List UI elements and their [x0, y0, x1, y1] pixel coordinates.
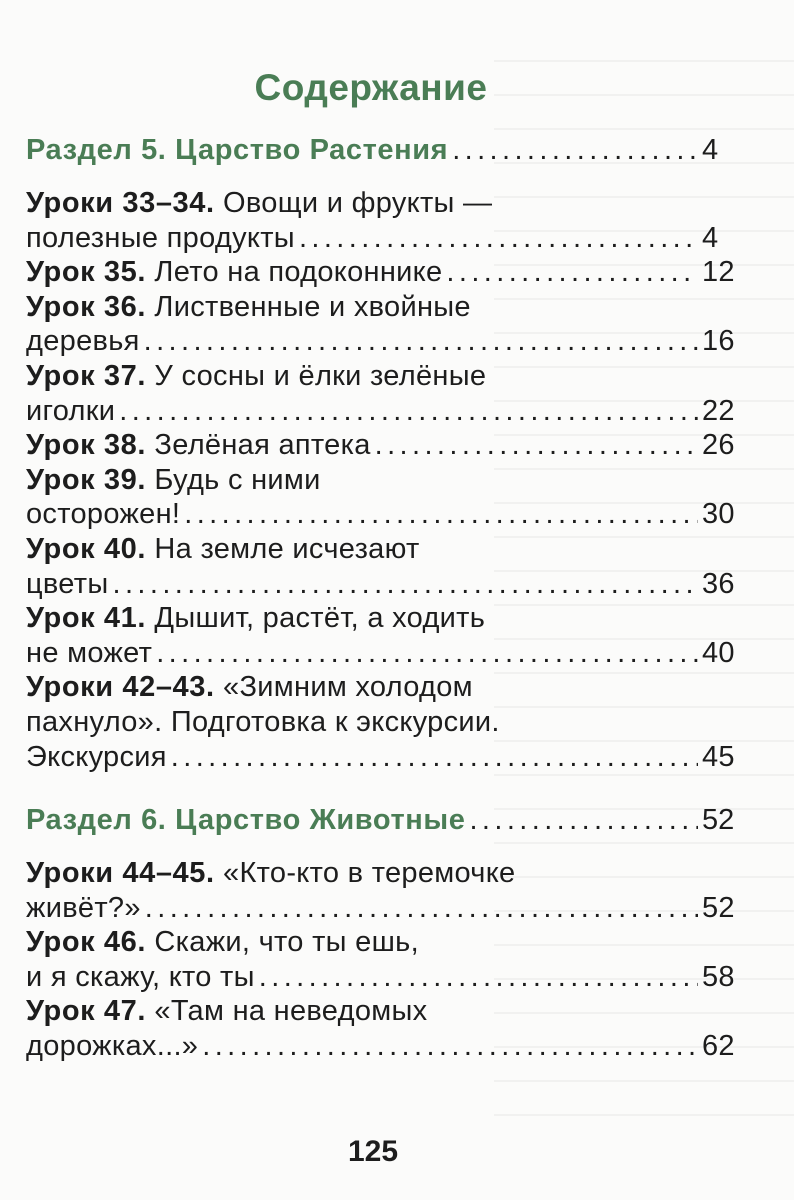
toc-entry-line: [26, 324, 735, 359]
toc-entry-line: [26, 428, 735, 463]
lesson-title: Будь с ними: [154, 463, 321, 496]
toc-entry-line: [26, 601, 716, 636]
lesson-number: Урок 39.: [26, 463, 147, 496]
toc-entry: [26, 670, 735, 774]
leader-dots: [144, 324, 698, 359]
section-heading: [26, 802, 735, 838]
lesson-number: Уроки 42–43.: [26, 671, 215, 704]
lesson-page: 58: [702, 960, 735, 993]
leader-dots: [452, 132, 698, 168]
section-title: Раздел 5. Царство Растения: [26, 134, 449, 166]
lesson-title: Экскурсия: [26, 740, 167, 773]
lesson-title: Дышит, растёт, а ходить: [154, 602, 486, 635]
section-title: Раздел 6. Царство Животные: [26, 804, 466, 837]
toc-entry-line: [26, 994, 716, 1029]
toc-entry: [26, 925, 735, 994]
page-title: Содержание: [254, 67, 488, 108]
leader-dots: [171, 740, 698, 775]
toc-entry: [26, 428, 735, 463]
lesson-title: деревья: [26, 325, 140, 358]
toc-entry-line: [26, 636, 735, 671]
toc-entry-line: [26, 567, 735, 602]
lesson-title: «Там на неведомых: [154, 995, 428, 1028]
toc-entry: [26, 532, 735, 601]
lesson-page: 40: [702, 636, 735, 669]
leader-dots: [469, 802, 698, 838]
toc-entry-line: [26, 856, 716, 891]
lesson-title: пахнуло». Подготовка к экскурсии.: [26, 705, 500, 738]
lesson-page: 30: [702, 498, 735, 531]
lesson-title: живёт?»: [26, 891, 141, 924]
lesson-title: На земле исчезают: [154, 532, 420, 565]
toc-entry: [26, 994, 735, 1063]
lesson-number: Урок 37.: [26, 359, 147, 392]
lesson-title: осторожен!: [26, 498, 181, 531]
lesson-page: 45: [702, 740, 735, 773]
lesson-number: Урок 35.: [26, 256, 147, 289]
toc-entry-line: [26, 1029, 735, 1064]
lesson-number: Урок 36.: [26, 290, 147, 323]
lesson-page: 26: [702, 429, 735, 462]
lesson-title: дорожках...»: [26, 1030, 199, 1063]
toc-entry-line: [26, 221, 719, 256]
lesson-title: «Кто-кто в теремочке: [223, 857, 516, 890]
toc-entry: [26, 856, 735, 925]
leader-dots: [145, 891, 698, 926]
toc-entry: [26, 463, 735, 532]
toc-entry-line: [26, 290, 716, 325]
lesson-title: «Зимним холодом: [223, 671, 473, 704]
lesson-title: и я скажу, кто ты: [26, 960, 255, 993]
lesson-title: не может: [26, 636, 153, 669]
lesson-page: 62: [702, 1030, 735, 1063]
lesson-title: иголки: [26, 394, 116, 427]
toc-entry: [26, 290, 735, 359]
toc-entry-line: [26, 670, 716, 705]
lesson-number: Урок 47.: [26, 995, 147, 1028]
toc-entry-line: [26, 186, 716, 221]
lesson-number: Урок 46.: [26, 926, 147, 959]
lesson-page: 16: [702, 325, 735, 358]
lesson-title: Лиственные и хвойные: [154, 290, 471, 323]
table-of-contents: [26, 62, 735, 1064]
section-page: 52: [702, 804, 735, 837]
toc-entry-line: [26, 497, 735, 532]
leader-dots: [202, 1029, 698, 1064]
toc-entry-line: [26, 463, 716, 498]
toc-entry-line: [26, 740, 735, 775]
lesson-number: Уроки 33–34.: [26, 187, 215, 219]
leader-dots: [259, 960, 698, 995]
toc-entry-line: [26, 532, 716, 567]
page-number: 125: [347, 1135, 399, 1168]
toc-entry-line: [26, 394, 735, 429]
toc-entry: [26, 601, 735, 670]
toc-entry-line: [26, 255, 735, 290]
lesson-page: 22: [702, 394, 735, 427]
lesson-number: Урок 40.: [26, 532, 147, 565]
lesson-title: Зелёная аптека: [154, 429, 371, 462]
lesson-title: У сосны и ёлки зелёные: [154, 359, 487, 392]
lesson-number: Урок 38.: [26, 429, 147, 462]
leader-dots: [446, 255, 698, 290]
toc-entry: [26, 255, 735, 290]
lesson-title: Овощи и фрукты —: [223, 187, 493, 219]
lesson-page: 36: [702, 567, 735, 600]
toc-entry: [26, 186, 719, 255]
toc-entry-line: [26, 960, 735, 995]
lesson-title: полезные продукты: [26, 221, 295, 254]
lesson-number: Урок 41.: [26, 602, 147, 635]
lesson-title: Скажи, что ты ешь,: [154, 926, 419, 959]
toc-body: [26, 132, 735, 1064]
lesson-page: 52: [702, 891, 735, 924]
toc-entry-line: [26, 705, 716, 740]
leader-dots: [375, 428, 698, 463]
toc-entry-line: [26, 891, 735, 926]
lesson-title: цветы: [26, 567, 109, 600]
leader-dots: [184, 497, 698, 532]
leader-dots: [299, 221, 698, 256]
toc-entry-line: [26, 925, 716, 960]
lesson-page: 4: [702, 221, 719, 254]
leader-dots: [112, 567, 698, 602]
toc-entry-line: [26, 359, 716, 394]
toc-entry: [26, 359, 735, 428]
lesson-number: Уроки 44–45.: [26, 857, 215, 890]
leader-dots: [156, 636, 698, 671]
section-page: 4: [702, 134, 719, 166]
lesson-title: Лето на подоконнике: [154, 256, 443, 289]
section-heading: [26, 132, 719, 168]
lesson-page: 12: [702, 256, 735, 289]
leader-dots: [119, 394, 698, 429]
